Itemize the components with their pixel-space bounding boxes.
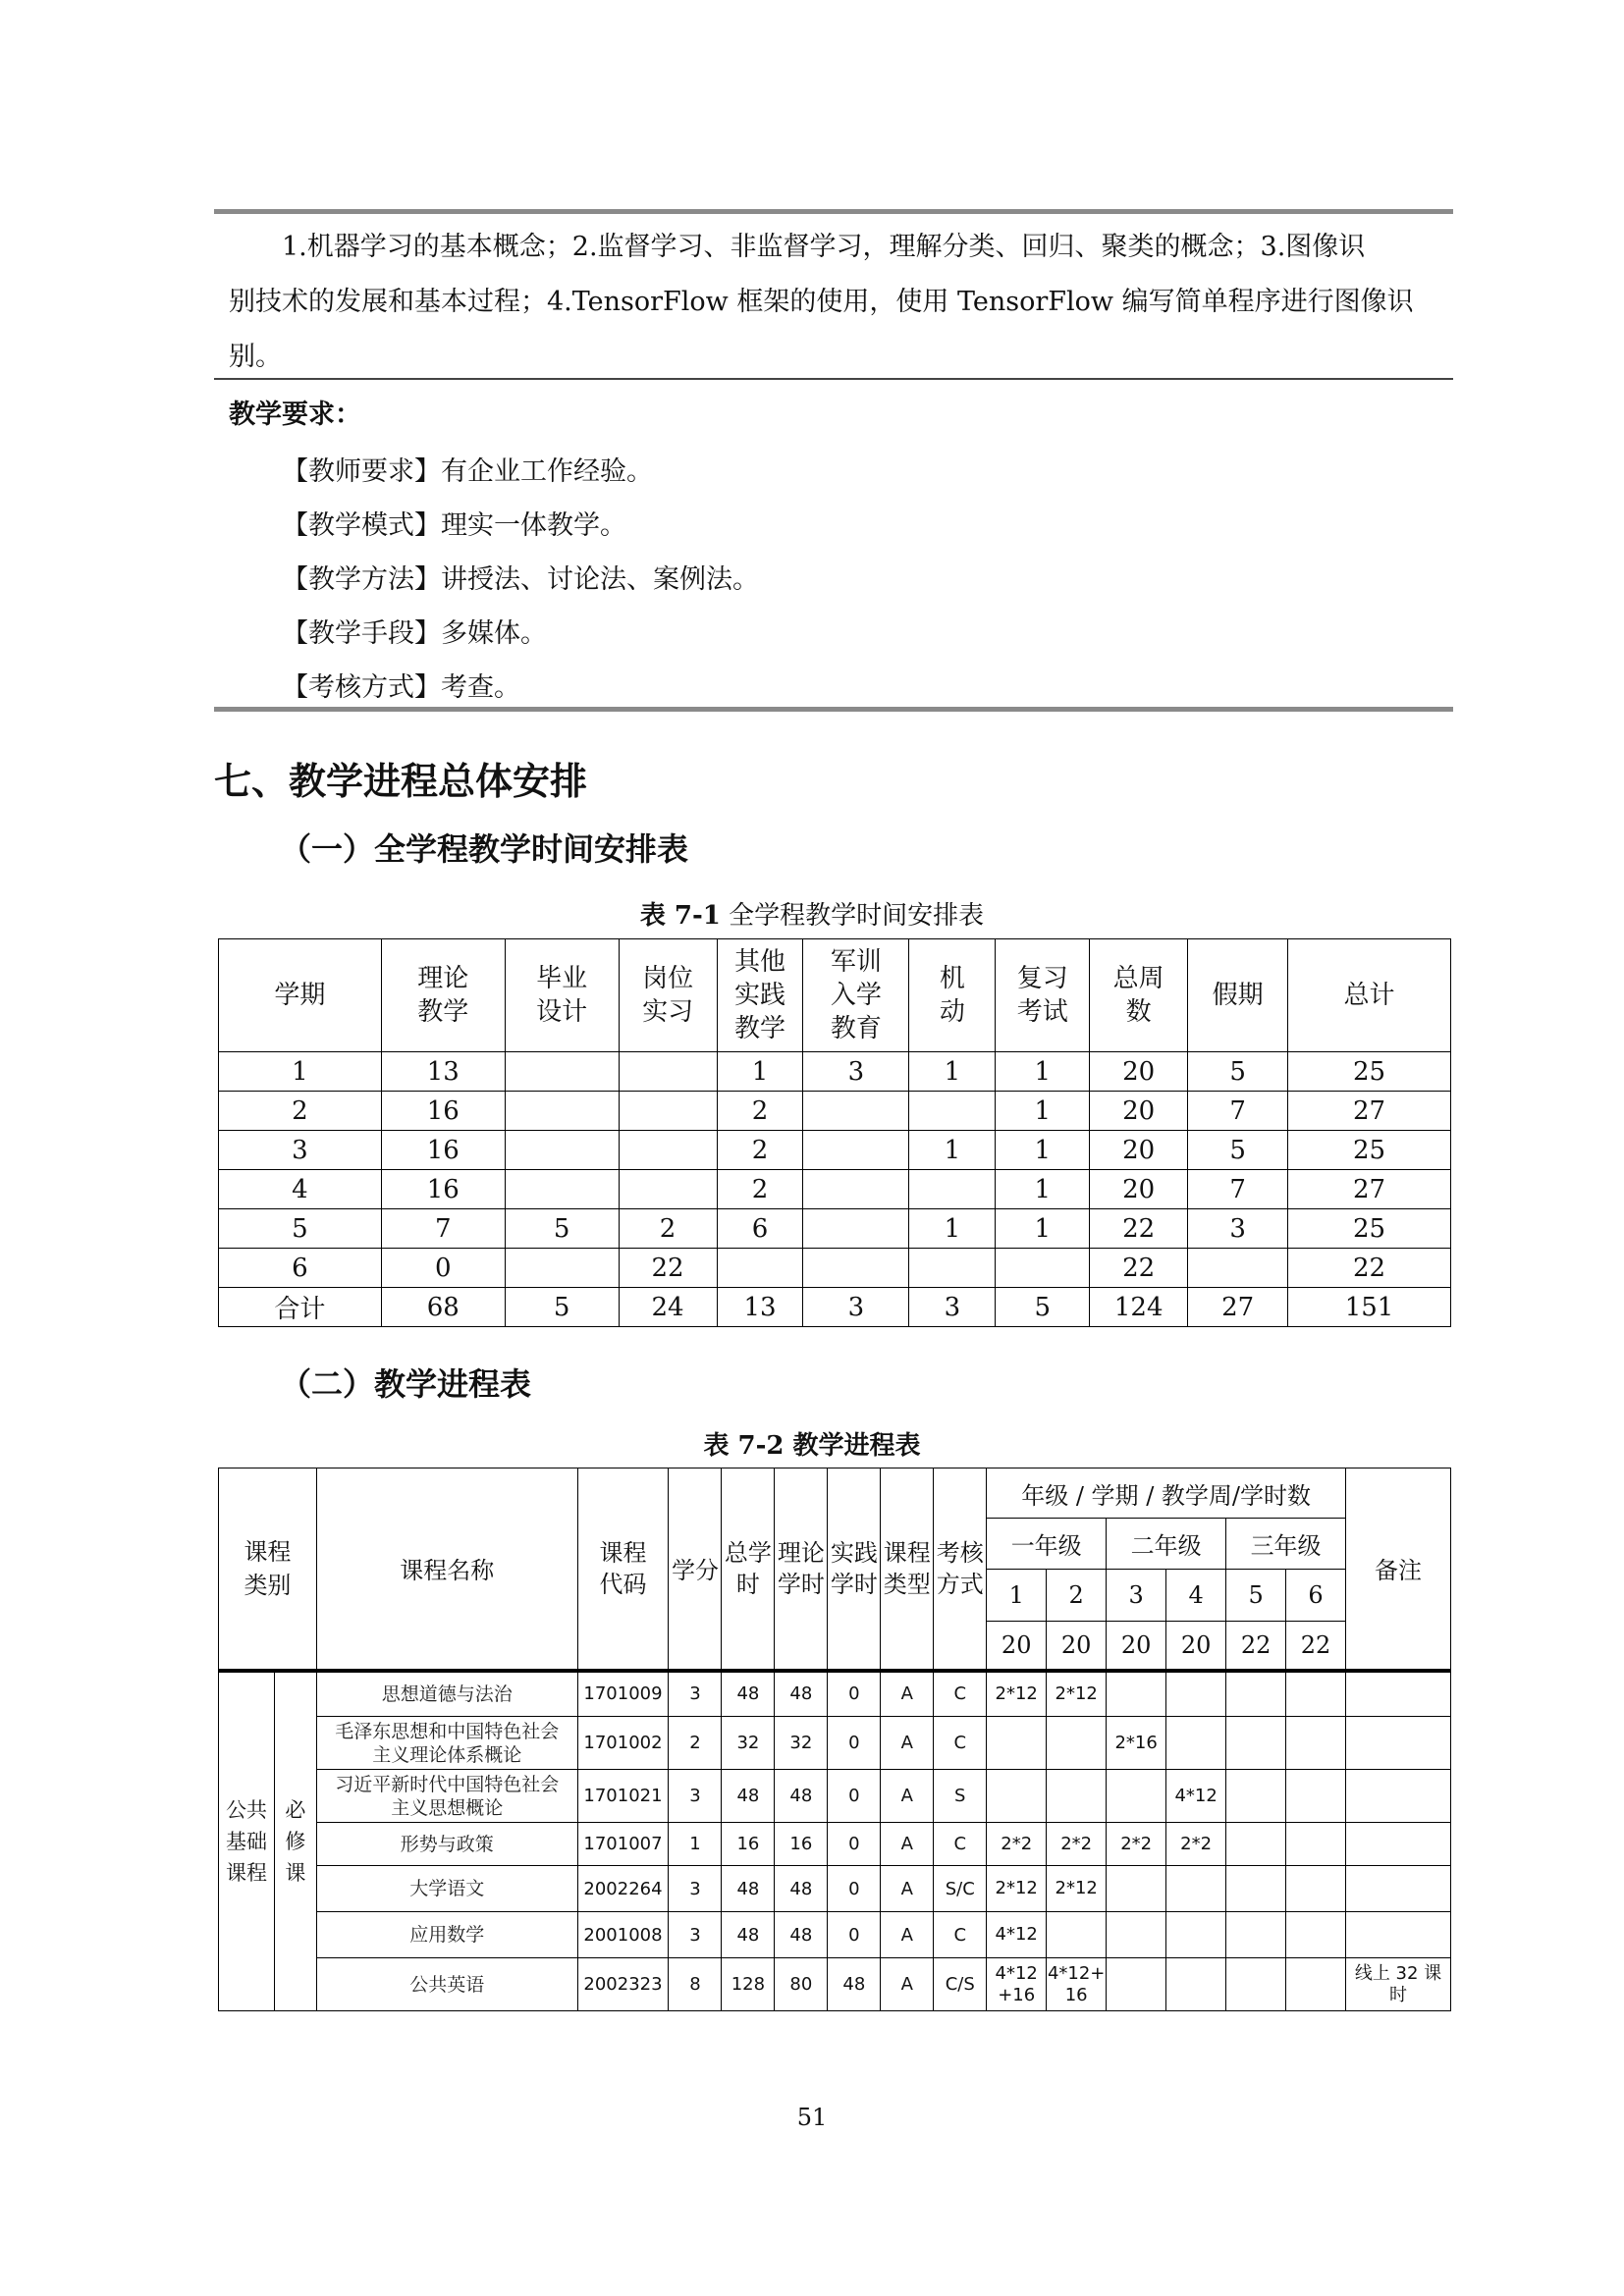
course-exam: C/S [934,1958,987,2011]
course-name: 习近平新时代中国特色社会 主义思想概论 [316,1770,577,1823]
table1-row [219,1092,1451,1131]
table1-cell [505,1092,619,1131]
course-remark [1346,1770,1451,1823]
table2-caption-text: 教学进程表 [784,1431,921,1461]
course-semester-4 [1166,1671,1226,1717]
course-code: 2002264 [577,1866,669,1912]
course-type: A [881,1717,934,1770]
category-sub: 必 修 课 [274,1671,316,2011]
course-practice: 0 [828,1866,881,1912]
table1-cell: 2 [717,1170,803,1209]
top-rule [214,209,1453,214]
header-grade-semester-group: 年级 / 学期 / 教学周/学时数 [987,1468,1346,1519]
course-semester-1: 2*12 [987,1866,1047,1912]
table1-row [219,1131,1451,1170]
course-theory: 48 [775,1866,828,1912]
course-code: 2001008 [577,1912,669,1958]
course-semester-5 [1226,1823,1286,1866]
semester-2: 2 [1047,1570,1107,1622]
course-semester-5 [1226,1958,1286,2011]
table1-cell: 3 [803,1288,909,1327]
course-total: 128 [722,1958,775,2011]
course-credit: 3 [669,1866,722,1912]
table1-cell [909,1092,996,1131]
header-year-2: 二年级 [1107,1519,1226,1570]
course-semester-6 [1286,1671,1346,1717]
course-theory: 16 [775,1823,828,1866]
subsection-title-2: （二）教学进程表 [280,1365,532,1403]
table1-cell [505,1170,619,1209]
course-exam: S [934,1770,987,1823]
table1-header-10: 总计 [1288,939,1451,1052]
course-row [219,1958,1451,2011]
table1-cell [803,1170,909,1209]
table1-cell: 合计 [219,1288,382,1327]
table1-cell: 27 [1188,1288,1288,1327]
course-semester-2: 2*12 [1047,1671,1107,1717]
course-total: 48 [722,1671,775,1717]
course-semester-6 [1286,1958,1346,2011]
course-type: A [881,1866,934,1912]
header-course-name: 课程名称 [316,1468,577,1671]
table1-cell [1188,1249,1288,1288]
table1-cell [803,1249,909,1288]
table1-cell: 2 [717,1092,803,1131]
intro-paragraph [229,220,1441,385]
header-practice-hours: 实践 学时 [828,1468,881,1671]
course-semester-4: 2*2 [1166,1823,1226,1866]
table1-cell [619,1170,717,1209]
intro-line-3: 别。 [229,342,282,372]
table1-cell: 7 [1188,1170,1288,1209]
weeks-semester-6: 22 [1286,1622,1346,1671]
course-semester-3 [1107,1671,1166,1717]
course-type: A [881,1912,934,1958]
course-semester-4 [1166,1866,1226,1912]
table2-caption [0,1425,1624,1462]
table2-body [219,1671,1451,2011]
table1-cell: 22 [1090,1249,1188,1288]
table1-cell: 2 [717,1131,803,1170]
table1-caption-text: 全学程教学时间安排表 [720,901,985,931]
header-exam-method: 考核 方式 [934,1468,987,1671]
course-semester-6 [1286,1912,1346,1958]
table1-cell: 124 [1090,1288,1188,1327]
course-semester-2: 2*2 [1047,1823,1107,1866]
course-name: 大学语文 [316,1866,577,1912]
course-practice: 0 [828,1717,881,1770]
course-name: 毛泽东思想和中国特色社会 主义理论体系概论 [316,1717,577,1770]
course-remark [1346,1866,1451,1912]
course-semester-4 [1166,1912,1226,1958]
table1-cell: 25 [1288,1131,1451,1170]
table1-header-8: 总周 数 [1090,939,1188,1052]
table1-cell: 27 [1288,1092,1451,1131]
table1-cell: 1 [996,1209,1090,1249]
table1-row [219,1170,1451,1209]
table1-header-0: 学期 [219,939,382,1052]
course-code: 1701002 [577,1717,669,1770]
course-semester-6 [1286,1770,1346,1823]
intro-line-2: 别技术的发展和基本过程；4.TensorFlow 框架的使用，使用 TensorFlow 编写简单程序进行图像识 [229,287,1414,317]
course-type: A [881,1823,934,1866]
course-total: 48 [722,1912,775,1958]
course-name: 公共英语 [316,1958,577,2011]
course-code: 1701009 [577,1671,669,1717]
course-semester-1: 4*12 [987,1912,1047,1958]
table1-cell: 16 [381,1092,505,1131]
table1-cell: 1 [909,1131,996,1170]
table1-cell: 68 [381,1288,505,1327]
course-code: 1701007 [577,1823,669,1866]
course-total: 48 [722,1866,775,1912]
table1-header-1: 理论 教学 [381,939,505,1052]
course-practice: 48 [828,1958,881,2011]
semester-6: 6 [1286,1570,1346,1622]
course-exam: C [934,1671,987,1717]
table1-cell: 3 [803,1052,909,1092]
table1-cell: 22 [619,1249,717,1288]
table1-cell [505,1249,619,1288]
course-theory: 48 [775,1770,828,1823]
course-practice: 0 [828,1823,881,1866]
course-semester-5 [1226,1912,1286,1958]
table1-cell: 1 [717,1052,803,1092]
table1-cell: 6 [219,1249,382,1288]
table1-cell [803,1131,909,1170]
table1-cell: 4 [219,1170,382,1209]
table1-cell: 13 [381,1052,505,1092]
course-remark [1346,1912,1451,1958]
course-row [219,1823,1451,1866]
header-remark: 备注 [1346,1468,1451,1671]
course-semester-6 [1286,1866,1346,1912]
course-theory: 32 [775,1717,828,1770]
table1-cell: 20 [1090,1052,1188,1092]
course-credit: 1 [669,1823,722,1866]
course-semester-3 [1107,1958,1166,2011]
table1-row [219,1052,1451,1092]
course-semester-2 [1047,1912,1107,1958]
course-row [219,1671,1451,1717]
course-semester-1: 4*12 +16 [987,1958,1047,2011]
header-category: 课程 类别 [219,1468,317,1671]
table1-caption-num: 表 7-1 [639,901,721,931]
table1-cell: 13 [717,1288,803,1327]
course-semester-3 [1107,1912,1166,1958]
table1-cell: 1 [909,1052,996,1092]
course-semester-3: 2*16 [1107,1717,1166,1770]
table1-cell: 5 [1188,1052,1288,1092]
table1-header-9: 假期 [1188,939,1288,1052]
table1-cell: 3 [219,1131,382,1170]
course-semester-5 [1226,1671,1286,1717]
course-semester-2: 2*12 [1047,1866,1107,1912]
course-semester-3: 2*2 [1107,1823,1166,1866]
table1-cell: 5 [505,1209,619,1249]
course-row [219,1912,1451,1958]
course-name: 形势与政策 [316,1823,577,1866]
header-year-3: 三年级 [1226,1519,1346,1570]
table1-cell: 1 [996,1170,1090,1209]
schedule-table [218,938,1451,1327]
table1-cell: 5 [1188,1131,1288,1170]
course-type: A [881,1958,934,2011]
course-exam: C [934,1717,987,1770]
table1-cell: 2 [219,1092,382,1131]
table1-cell: 24 [619,1288,717,1327]
table1-cell: 25 [1288,1052,1451,1092]
table1-cell: 5 [505,1288,619,1327]
mid-rule [214,378,1453,380]
course-row [219,1866,1451,1912]
table1-header-6: 机 动 [909,939,996,1052]
table1-cell [909,1249,996,1288]
course-semester-5 [1226,1717,1286,1770]
bottom-rule [214,707,1453,712]
table1-cell: 1 [219,1052,382,1092]
table1-cell: 2 [619,1209,717,1249]
section-title: 七、教学进程总体安排 [214,760,588,803]
table1-row [219,1249,1451,1288]
course-remark [1346,1671,1451,1717]
table1-cell: 5 [996,1288,1090,1327]
course-semester-1 [987,1770,1047,1823]
course-theory: 80 [775,1958,828,2011]
course-semester-1: 2*12 [987,1671,1047,1717]
table1-cell: 1 [996,1131,1090,1170]
header-year-1: 一年级 [987,1519,1107,1570]
course-semester-5 [1226,1770,1286,1823]
table1-cell: 20 [1090,1170,1188,1209]
course-semester-2 [1047,1717,1107,1770]
course-credit: 3 [669,1770,722,1823]
course-remark [1346,1717,1451,1770]
course-credit: 8 [669,1958,722,2011]
table1-cell: 22 [1288,1249,1451,1288]
table1-cell [803,1092,909,1131]
table1-cell [803,1209,909,1249]
course-remark: 线上 32 课 时 [1346,1958,1451,2011]
course-credit: 3 [669,1671,722,1717]
course-total: 32 [722,1717,775,1770]
table1-cell [619,1092,717,1131]
table1-header-5: 军训 入学 教育 [803,939,909,1052]
table1-cell: 7 [1188,1092,1288,1131]
table1-header-7: 复习 考试 [996,939,1090,1052]
course-credit: 3 [669,1912,722,1958]
course-name: 应用数学 [316,1912,577,1958]
table1-cell: 22 [1090,1209,1188,1249]
table2-caption-num: 表 7-2 [703,1431,785,1461]
course-exam: C [934,1912,987,1958]
table1-cell: 1 [996,1092,1090,1131]
table1-body [219,1052,1451,1327]
course-progress-table [218,1468,1451,2011]
course-practice: 0 [828,1912,881,1958]
header-credit: 学分 [669,1468,722,1671]
semester-4: 4 [1166,1570,1226,1622]
course-semester-2 [1047,1770,1107,1823]
course-semester-2: 4*12+ 16 [1047,1958,1107,2011]
intro-line-1: 1.机器学习的基本概念；2.监督学习、非监督学习，理解分类、回归、聚类的概念；3.图像识 [282,232,1366,262]
table1-cell [909,1170,996,1209]
course-credit: 2 [669,1717,722,1770]
header-theory-hours: 理论 学时 [775,1468,828,1671]
course-exam: C [934,1823,987,1866]
course-practice: 0 [828,1671,881,1717]
requirement-means: 【教学手段】多媒体。 [282,618,547,649]
table1-cell: 1 [909,1209,996,1249]
course-semester-6 [1286,1717,1346,1770]
table1-cell: 151 [1288,1288,1451,1327]
table1-cell: 27 [1288,1170,1451,1209]
header-total-hours: 总学 时 [722,1468,775,1671]
table1-cell: 5 [219,1209,382,1249]
course-theory: 48 [775,1912,828,1958]
semester-5: 5 [1226,1570,1286,1622]
course-remark [1346,1823,1451,1866]
table1-header-3: 岗位 实习 [619,939,717,1052]
table1-cell: 16 [381,1131,505,1170]
table1-header-2: 毕业 设计 [505,939,619,1052]
requirement-assessment: 【考核方式】考查。 [282,672,520,703]
requirements-title: 教学要求： [229,400,361,430]
table1-row [219,1209,1451,1249]
course-total: 16 [722,1823,775,1866]
course-practice: 0 [828,1770,881,1823]
table1-cell: 20 [1090,1092,1188,1131]
course-code: 2002323 [577,1958,669,2011]
table1-cell: 6 [717,1209,803,1249]
course-name: 思想道德与法治 [316,1671,577,1717]
weeks-semester-1: 20 [987,1622,1047,1671]
course-semester-1 [987,1717,1047,1770]
header-course-code: 课程 代码 [577,1468,669,1671]
table1-cell: 3 [909,1288,996,1327]
page-number: 51 [796,2104,828,2131]
table1-cell [619,1052,717,1092]
requirement-teacher: 【教师要求】有企业工作经验。 [282,456,653,487]
semester-1: 1 [987,1570,1047,1622]
table1-cell: 25 [1288,1209,1451,1249]
course-type: A [881,1671,934,1717]
requirement-mode: 【教学模式】理实一体教学。 [282,510,626,541]
table1-cell: 0 [381,1249,505,1288]
course-semester-3 [1107,1866,1166,1912]
table1-cell: 3 [1188,1209,1288,1249]
table1-cell: 20 [1090,1131,1188,1170]
table1-row [219,1288,1451,1327]
course-exam: S/C [934,1866,987,1912]
semester-3: 3 [1107,1570,1166,1622]
course-total: 48 [722,1770,775,1823]
table1-header-4: 其他 实践 教学 [717,939,803,1052]
table1-cell: 1 [996,1052,1090,1092]
course-semester-6 [1286,1823,1346,1866]
weeks-semester-4: 20 [1166,1622,1226,1671]
subsection-title-1: （一）全学程教学时间安排表 [280,830,689,868]
weeks-semester-5: 22 [1226,1622,1286,1671]
weeks-semester-2: 20 [1047,1622,1107,1671]
table1-cell [717,1249,803,1288]
course-semester-1: 2*2 [987,1823,1047,1866]
course-row [219,1770,1451,1823]
course-semester-4: 4*12 [1166,1770,1226,1823]
course-code: 1701021 [577,1770,669,1823]
category-main: 公共 基础 课程 [219,1671,275,2011]
table1-caption [0,895,1624,932]
requirement-method: 【教学方法】讲授法、讨论法、案例法。 [282,564,759,595]
table1-cell: 7 [381,1209,505,1249]
course-semester-4 [1166,1958,1226,2011]
table1-cell [505,1052,619,1092]
table1-cell [505,1131,619,1170]
table1-cell: 16 [381,1170,505,1209]
course-semester-5 [1226,1866,1286,1912]
course-row [219,1717,1451,1770]
table1-cell [619,1131,717,1170]
header-course-type: 课程 类型 [881,1468,934,1671]
course-theory: 48 [775,1671,828,1717]
course-type: A [881,1770,934,1823]
table1-header-row [219,939,1451,1052]
course-semester-3 [1107,1770,1166,1823]
course-semester-4 [1166,1717,1226,1770]
weeks-semester-3: 20 [1107,1622,1166,1671]
table1-cell [996,1249,1090,1288]
